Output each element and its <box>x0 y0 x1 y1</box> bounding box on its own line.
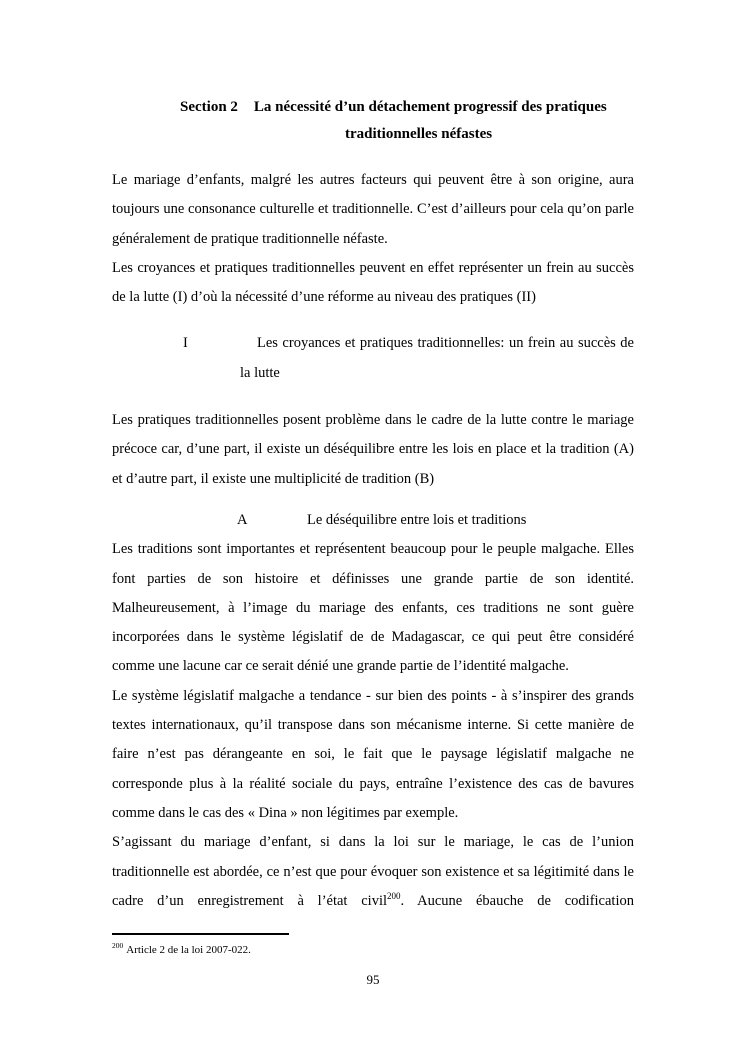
paragraph-3: Les pratiques traditionnelles posent problème dans le cadre de la lutte contre le mariage précoce car, d’une part, il existe un déséquilibre entre les lois en place et la tradition (A) et d’autre part, il existe une multiplicité de tradition (B) <box>112 412 634 487</box>
subheading-I-text: Les croyances et pratiques traditionnelles: un frein au succès de la lutte <box>240 335 634 381</box>
paragraph-6 <box>112 828 634 916</box>
subheading-A <box>237 506 634 535</box>
page-number: 95 <box>366 972 380 987</box>
subheading-A-number: A <box>237 511 248 528</box>
section-heading-line1 <box>112 94 634 121</box>
section-number: Section 2 <box>180 99 238 115</box>
footnote-text: Article 2 de la loi 2007-022. <box>126 944 251 956</box>
footnote-marker: 200 <box>112 941 124 951</box>
paragraph-5: Le système législatif malgache a tendance - sur bien des points - à s’inspirer des grands textes internationaux, qu’il transpose dans son mécanisme interne. Si cette manière de faire n’est pas dérangeante en soi, le fait que le paysage législatif malgache ne corresponde plus à la réalité sociale du pays, entraîne l’existence des cas de bavures comme dans le cas des « Dina » non légitimes par exemple. <box>112 687 634 821</box>
paragraph-1: Le mariage d’enfants, malgré les autres facteurs qui peuvent être à son origine, aura toujours une consonance culturelle et traditionnelle. C’est d’ailleurs pour cela qu’on parle généralement de pratique traditionnelle néfaste. <box>112 172 634 247</box>
footnote-area <box>112 933 634 958</box>
subheading-A-text: Le déséquilibre entre lois et traditions <box>307 511 527 528</box>
paragraph-6-text: S’agissant du mariage d’enfant, si dans la loi sur le mariage, le cas de l’union traditionnelle est abordée, ce n’est que pour évoquer son existence et sa légitimité dans le cadre d’un enregistrement à l’état civil <box>112 834 634 909</box>
subheading-I <box>183 329 634 388</box>
footnote-separator <box>112 933 289 935</box>
section-title-line1: La nécessité d’un détachement progressif des pratiques <box>253 99 607 115</box>
paragraph-2: Les croyances et pratiques traditionnelles peuvent en effet représenter un frein au succès de la lutte (I) d’où la nécessité d’une réforme au niveau des pratiques (II) <box>112 259 634 306</box>
paragraph-4: Les traditions sont importantes et représentent beaucoup pour le peuple malgache. Elles font parties de son histoire et définisses une grande partie de son identité. Malheureusement, à l’image du mariage des enfants, ces traditions ne sont guère incorporées dans le système législatif de de Madagascar, ce qui peut être considéré comme une lacune car ce serait dénié une grande partie de l’identité malgache. <box>112 541 634 675</box>
subheading-I-number: I <box>183 335 188 352</box>
paragraph-6-continuation: . Aucune ébauche de codification <box>400 892 634 909</box>
footnote-200 <box>112 942 634 958</box>
section-heading <box>112 94 634 148</box>
section-title-line2: traditionnelles néfastes <box>345 126 493 142</box>
footnote-reference-200: 200 <box>387 891 401 901</box>
